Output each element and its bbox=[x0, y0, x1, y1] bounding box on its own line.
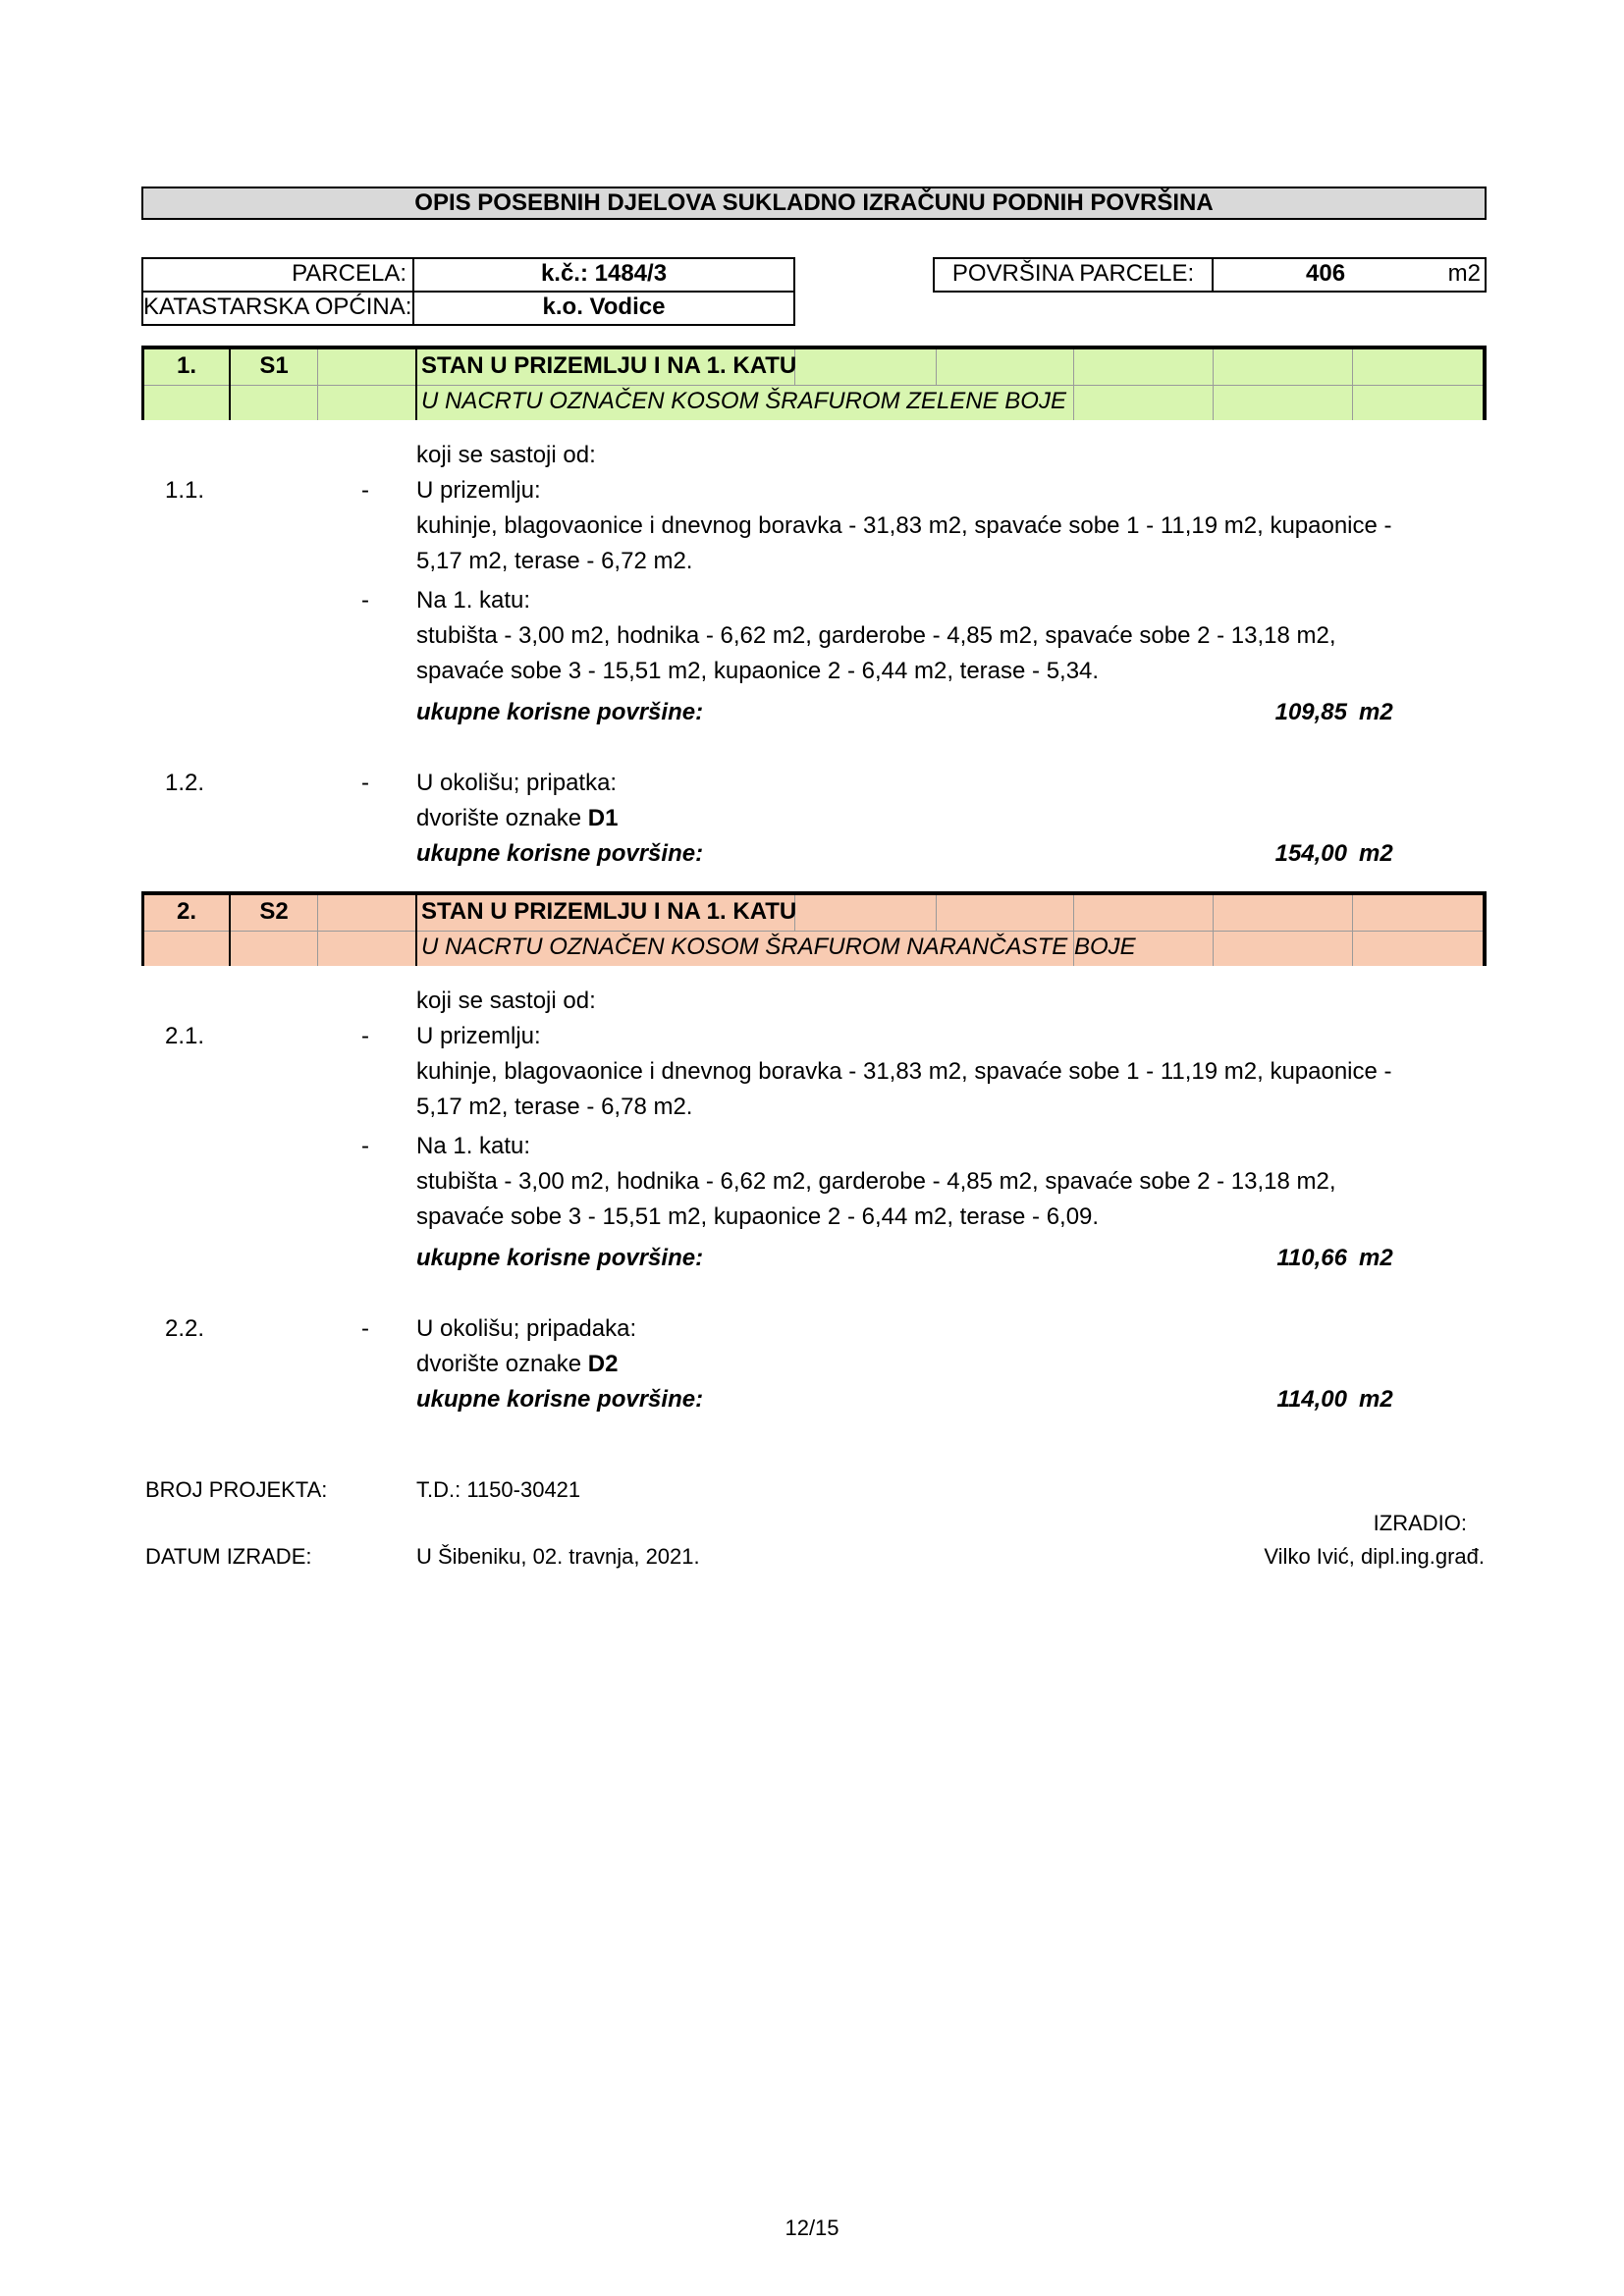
section-2-yard-code: D2 bbox=[587, 1351, 619, 1377]
section-2-ground-label: U prizemlju: bbox=[416, 1023, 541, 1049]
date-value: U Šibeniku, 02. travnja, 2021. bbox=[416, 1544, 700, 1569]
section-2-yard-prefix: dvorište oznake bbox=[416, 1351, 588, 1377]
section-2-yard-line bbox=[416, 1347, 618, 1382]
section-1-ground-line-1: kuhinje, blagovaonice i dnevnog boravka - 31,83 m2, spavaće sobe 1 - 11,19 m2, kupaonice - bbox=[416, 512, 1392, 539]
date-label: DATUM IZRADE: bbox=[145, 1544, 312, 1569]
parcel-value: k.č.: 1484/3 bbox=[412, 257, 795, 293]
section-2-yard-total-unit: m2 bbox=[1359, 1386, 1393, 1413]
section-1-yard-line bbox=[416, 801, 618, 836]
section-1-number: 1. bbox=[176, 352, 196, 379]
section-1-total-unit: m2 bbox=[1359, 699, 1393, 725]
section-1-heading: STAN U PRIZEMLJU I NA 1. KATU bbox=[421, 352, 797, 379]
section-1-header bbox=[141, 346, 1487, 420]
project-number-value: T.D.: 1150-30421 bbox=[416, 1477, 581, 1502]
section-1-total-value: 109,85 bbox=[1274, 699, 1347, 725]
section-2-ground-line-2: 5,17 m2, terase - 6,78 m2. bbox=[416, 1094, 693, 1120]
section-1-yard-label: U okolišu; pripatka: bbox=[416, 770, 618, 796]
section-2-floor-line-2: spavaće sobe 3 - 15,51 m2, kupaonice 2 - 6,44 m2, terase - 6,09. bbox=[416, 1203, 1100, 1230]
project-number-label: BROJ PROJEKTA: bbox=[145, 1477, 328, 1502]
section-2-total-value: 110,66 bbox=[1276, 1245, 1347, 1271]
section-1-ground-label: U prizemlju: bbox=[416, 477, 541, 504]
section-2-item-2-number: 2.2. bbox=[165, 1315, 205, 1342]
made-by-label: IZRADIO: bbox=[1373, 1511, 1467, 1535]
section-2-code: S2 bbox=[259, 898, 289, 925]
section-2-floor-label: Na 1. katu: bbox=[416, 1133, 531, 1159]
section-1-floor-line-2: spavaće sobe 3 - 15,51 m2, kupaonice 2 - 6,44 m2, terase - 5,34. bbox=[416, 658, 1100, 684]
section-2-ground-dash: - bbox=[361, 1023, 369, 1049]
section-2-yard-total-label: ukupne korisne površine: bbox=[416, 1386, 704, 1413]
section-1-yard-total-label: ukupne korisne površine: bbox=[416, 840, 704, 867]
section-2-subheading: U NACRTU OZNAČEN KOSOM ŠRAFUROM NARANČASTE BOJE bbox=[421, 934, 1136, 960]
section-2-yard-total-value: 114,00 bbox=[1276, 1386, 1347, 1413]
section-1-floor-dash: - bbox=[361, 587, 369, 614]
section-2-total-unit: m2 bbox=[1359, 1245, 1393, 1271]
parcel-label: PARCELA: bbox=[141, 257, 414, 293]
section-1-yard-total-value: 154,00 bbox=[1274, 840, 1347, 867]
document-title: OPIS POSEBNIH DJELOVA SUKLADNO IZRAČUNU PODNIH POVRŠINA bbox=[141, 187, 1487, 220]
section-2-intro: koji se sastoji od: bbox=[416, 988, 596, 1014]
section-1-item-1-number: 1.1. bbox=[165, 477, 205, 504]
cadastral-municipality-value: k.o. Vodice bbox=[412, 291, 795, 326]
section-2-ground-line-1: kuhinje, blagovaonice i dnevnog boravka - 31,83 m2, spavaće sobe 1 - 11,19 m2, kupaonice - bbox=[416, 1058, 1392, 1085]
section-1-total-label: ukupne korisne površine: bbox=[416, 699, 704, 725]
section-2-yard-dash: - bbox=[361, 1315, 369, 1342]
section-2-yard-label: U okolišu; pripadaka: bbox=[416, 1315, 637, 1342]
parcel-area-unit: m2 bbox=[1447, 260, 1481, 287]
section-2-total-label: ukupne korisne površine: bbox=[416, 1245, 704, 1271]
parcel-area-cell bbox=[1212, 257, 1487, 293]
section-1-yard-code: D1 bbox=[587, 805, 619, 831]
page-number: 12/15 bbox=[785, 2216, 839, 2240]
section-2-item-1-number: 2.1. bbox=[165, 1023, 205, 1049]
cadastral-municipality-label: KATASTARSKA OPĆINA: bbox=[141, 291, 414, 326]
author-name: Vilko Ivić, dipl.ing.građ. bbox=[1264, 1544, 1485, 1569]
section-2-floor-dash: - bbox=[361, 1133, 369, 1159]
section-2-floor-line-1: stubišta - 3,00 m2, hodnika - 6,62 m2, garderobe - 4,85 m2, spavaće sobe 2 - 13,18 m2, bbox=[416, 1168, 1336, 1195]
section-2-heading: STAN U PRIZEMLJU I NA 1. KATU bbox=[421, 898, 797, 925]
section-1-intro: koji se sastoji od: bbox=[416, 442, 596, 468]
section-1-yard-dash: - bbox=[361, 770, 369, 796]
section-2-header bbox=[141, 891, 1487, 966]
section-1-item-2-number: 1.2. bbox=[165, 770, 205, 796]
parcel-area-label: POVRŠINA PARCELE: bbox=[933, 257, 1214, 293]
section-1-yard-prefix: dvorište oznake bbox=[416, 805, 588, 831]
section-1-yard-total-unit: m2 bbox=[1359, 840, 1393, 867]
section-1-floor-line-1: stubišta - 3,00 m2, hodnika - 6,62 m2, garderobe - 4,85 m2, spavaće sobe 2 - 13,18 m2, bbox=[416, 622, 1336, 649]
section-1-floor-label: Na 1. katu: bbox=[416, 587, 531, 614]
parcel-area-value: 406 bbox=[1306, 260, 1346, 287]
section-1-subheading: U NACRTU OZNAČEN KOSOM ŠRAFUROM ZELENE BOJE bbox=[421, 388, 1066, 414]
section-2-number: 2. bbox=[176, 898, 196, 925]
section-1-ground-line-2: 5,17 m2, terase - 6,72 m2. bbox=[416, 548, 693, 574]
section-1-code: S1 bbox=[259, 352, 289, 379]
section-1-ground-dash: - bbox=[361, 477, 369, 504]
